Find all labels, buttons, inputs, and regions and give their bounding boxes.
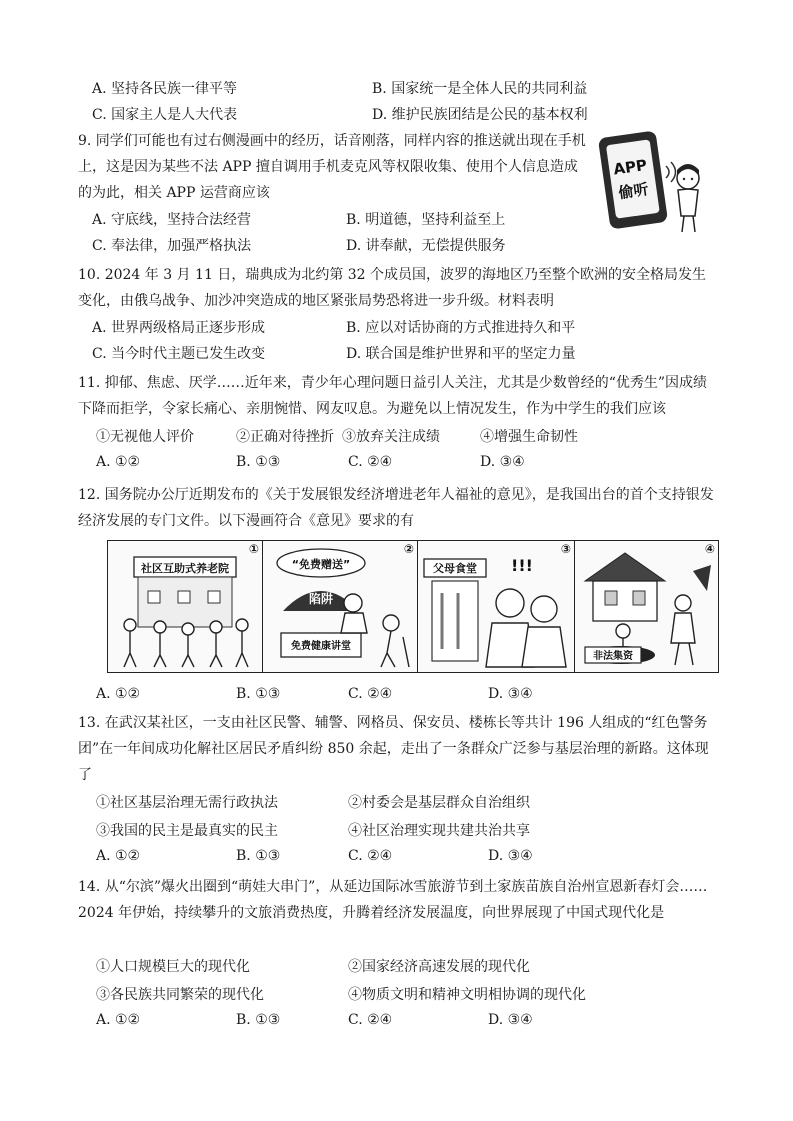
q11-statement-2: ②正确对待挫折 (236, 429, 334, 445)
q14-statement-3: ③各民族共同繁荣的现代化 (96, 987, 264, 1003)
q14-answer-a: A. ①② (96, 1012, 141, 1028)
q12-p1-number: ① (248, 542, 259, 556)
q9-option-c: C. 奉法律，加强严格执法 (92, 238, 252, 254)
q13-statement-1: ①社区基层治理无需行政执法 (96, 795, 278, 811)
q10-stem: 10. 2024 年 3 月 11 日，瑞典成为北约第 32 个成员国，波罗的海地区乃至整个欧洲的安全格局发生变化，由俄乌战争、加沙冲突造成的地区紧张局势恐将进一步升级。材料表明 (78, 267, 707, 309)
q14-answer-b: B. ①③ (236, 1012, 281, 1028)
q9-cartoon (596, 128, 716, 236)
q13-answer-b: B. ①③ (236, 848, 281, 864)
q14-statement-2: ②国家经济高速发展的现代化 (348, 959, 530, 975)
q13-answer-c: C. ②④ (348, 848, 393, 864)
q12-answer-d: D. ③④ (488, 686, 533, 702)
q12-answer-c: C. ②④ (348, 686, 393, 702)
q12-p3-number: ③ (560, 542, 571, 556)
q11-answer-d: D. ③④ (480, 454, 525, 470)
q9-option-d: D. 讲奉献，无偿提供服务 (346, 238, 506, 254)
q9-cartoon-line2: 偷听 (617, 180, 650, 203)
q14-answer-c: C. ②④ (348, 1012, 393, 1028)
q10-option-b: B. 应以对话协商的方式推进持久和平 (346, 320, 576, 336)
q14-answer-d: D. ③④ (488, 1012, 533, 1028)
q11-statement-4: ④增强生命韧性 (480, 429, 578, 445)
q11-answer-c: C. ②④ (348, 454, 393, 470)
q14-statement-1: ①人口规模巨大的现代化 (96, 959, 250, 975)
q12-p3-sign: 父母食堂 (433, 562, 477, 575)
q11-statement-1: ①无视他人评价 (96, 429, 194, 445)
q11-answer-b: B. ①③ (236, 454, 281, 470)
q11-answer-a: A. ①② (96, 454, 141, 470)
q12-p1-sign: 社区互助式养老院 (141, 562, 229, 575)
q12-cartoon-3 (417, 540, 575, 673)
q12-p2-trap: 陷阱 (308, 592, 334, 606)
q12-p2-bubble: “免费赠送” (291, 558, 351, 571)
q13-answer-a: A. ①② (96, 848, 141, 864)
q12-cartoon-2 (262, 540, 418, 673)
q9-option-a: A. 守底线，坚持合法经营 (92, 212, 252, 228)
q10-option-d: D. 联合国是维护世界和平的坚定力量 (346, 346, 576, 362)
q8-option-a: A. 坚持各民族一律平等 (92, 81, 238, 97)
q12-cartoon-1 (107, 540, 263, 673)
q13-statement-4: ④社区治理实现共建共治共享 (348, 823, 530, 839)
q13-statement-3: ③我国的民主是最真实的民主 (96, 823, 278, 839)
q10-option-c: C. 当今时代主题已发生改变 (92, 346, 266, 362)
q12-cartoon-4 (574, 540, 719, 673)
q9-cartoon-line1: APP (612, 156, 649, 179)
q12-p2-number: ② (403, 542, 414, 556)
q12-answer-b: B. ①③ (236, 686, 281, 702)
q12-p3-marks: !!! (511, 556, 533, 575)
q12-p4-sign: 非法集资 (593, 651, 633, 662)
q14-stem: 14. 从“尔滨”爆火出圈到“萌娃大串门”，从延边国际冰雪旅游节到土家族苗族自治州宣恩新春灯会……2024 年伊始，持续攀升的文旅消费热度，升腾着经济发展温度，向世界展现了中国式现代化是 (78, 879, 708, 921)
q8-option-c: C. 国家主人是人大代表 (92, 107, 238, 123)
q8-option-d: D. 维护民族团结是公民的基本权利 (372, 107, 588, 123)
q8-option-b: B. 国家统一是全体人民的共同利益 (372, 81, 588, 97)
q9-option-b: B. 明道德，坚持利益至上 (346, 212, 506, 228)
q12-p4-number: ④ (704, 542, 715, 556)
q14-statement-4: ④物质文明和精神文明相协调的现代化 (348, 987, 586, 1003)
q9-stem: 9. 同学们可能也有过右侧漫画中的经历，话音刚落，同样内容的推送就出现在手机上，这是因为某些不法 APP 擅自调用手机麦克风等权限收集、使用个人信息造成的为此，相关 APP 运营商应该 (78, 133, 586, 201)
q11-stem: 11. 抑郁、焦虑、厌学……近年来，青少年心理问题日益引人关注，尤其是少数曾经的“优秀生”因成绩下降而拒学，令家长痛心、亲朋惋惜、网友叹息。为避免以上情况发生，作为中学生的我们应该 (78, 375, 708, 417)
q12-answer-a: A. ①② (96, 686, 141, 702)
q12-stem: 12. 国务院办公厅近期发布的《关于发展银发经济增进老年人福祉的意见》，是我国出台的首个支持银发经济发展的专门文件。以下漫画符合《意见》要求的有 (78, 487, 714, 529)
q13-statement-2: ②村委会是基层群众自治组织 (348, 795, 530, 811)
q13-answer-d: D. ③④ (488, 848, 533, 864)
q10-option-a: A. 世界两级格局正逐步形成 (92, 320, 266, 336)
q11-statement-3: ③放弃关注成绩 (342, 429, 440, 445)
q13-stem: 13. 在武汉某社区，一支由社区民警、辅警、网格员、保安员、楼栋长等共计 196 人组成的“红色警务团”在一年间成功化解社区居民矛盾纠纷 850 余起，走出了一条群众广泛参与基层治理的新路。这体现了 (78, 715, 709, 783)
q12-p2-sign: 免费健康讲堂 (291, 641, 351, 652)
